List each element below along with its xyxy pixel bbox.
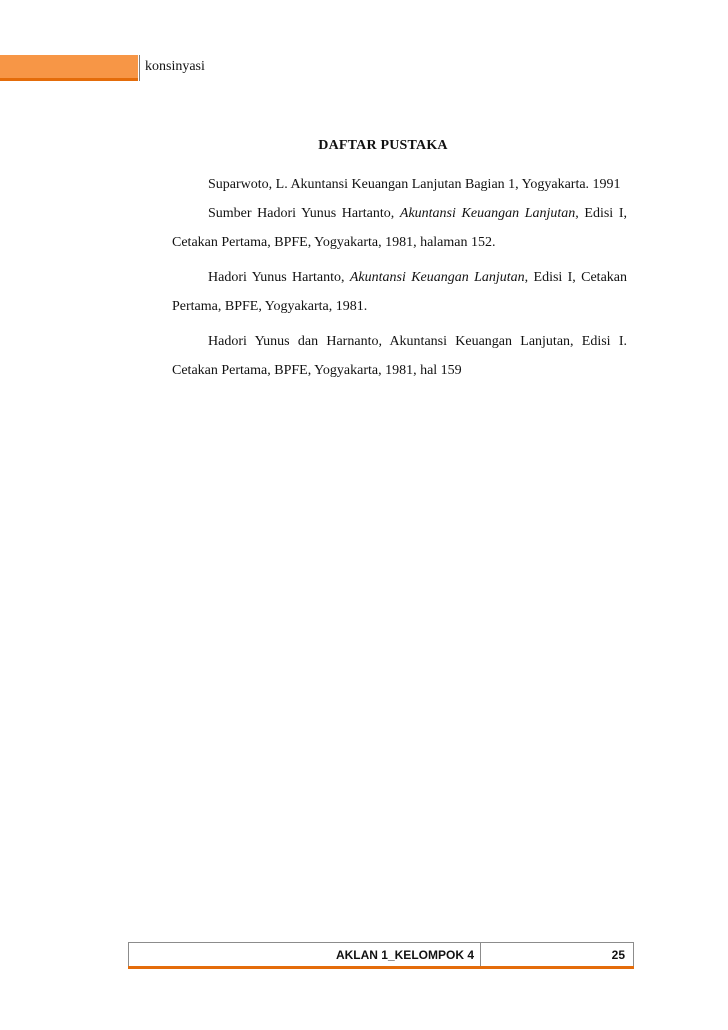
bibliography-entry-4 (172, 327, 627, 385)
footer-label-cell (128, 943, 480, 966)
page-number: 25 (611, 947, 625, 962)
bibliography-entry-1 (172, 170, 627, 199)
entry-4-text: Hadori Yunus dan Harnanto, Akuntansi Keuangan Lanjutan, Edisi I. Cetakan Pertama, BPFE, Yogyakarta, 1981, hal 159 (172, 334, 627, 378)
entry-2-text: Sumber Hadori Yunus Hartanto, (208, 206, 400, 221)
header-divider (139, 55, 140, 81)
bibliography-list (172, 170, 627, 385)
bibliography-entry-3 (172, 263, 627, 321)
entry-2-book-title: Akuntansi Keuangan Lanjutan (399, 206, 576, 221)
bibliography-entry-2 (172, 199, 627, 257)
footer-label: AKLAN 1_KELOMPOK 4 (335, 947, 474, 962)
entry-2-details: , Edisi I, Cetakan Pertama, BPFE, Yogyakarta, 1981, halaman 152. (172, 206, 627, 250)
page-title: DAFTAR PUSTAKA (318, 138, 448, 153)
entry-3-text: Hadori Yunus Hartanto, (208, 270, 350, 285)
running-header: konsinyasi (145, 59, 205, 74)
page-footer (128, 942, 634, 969)
entry-3-book-title: Akuntansi Keuangan Lanjutan (349, 270, 525, 285)
footer-page-cell (480, 943, 634, 966)
entry-1-text: Suparwoto, L. Akuntansi Keuangan Lanjutan Bagian 1, Yogyakarta. 1991 (208, 177, 621, 192)
header-accent-bar (0, 55, 138, 81)
entry-3-details: , Edisi I, Cetakan Pertama, BPFE, Yogyakarta, 1981. (172, 270, 628, 314)
